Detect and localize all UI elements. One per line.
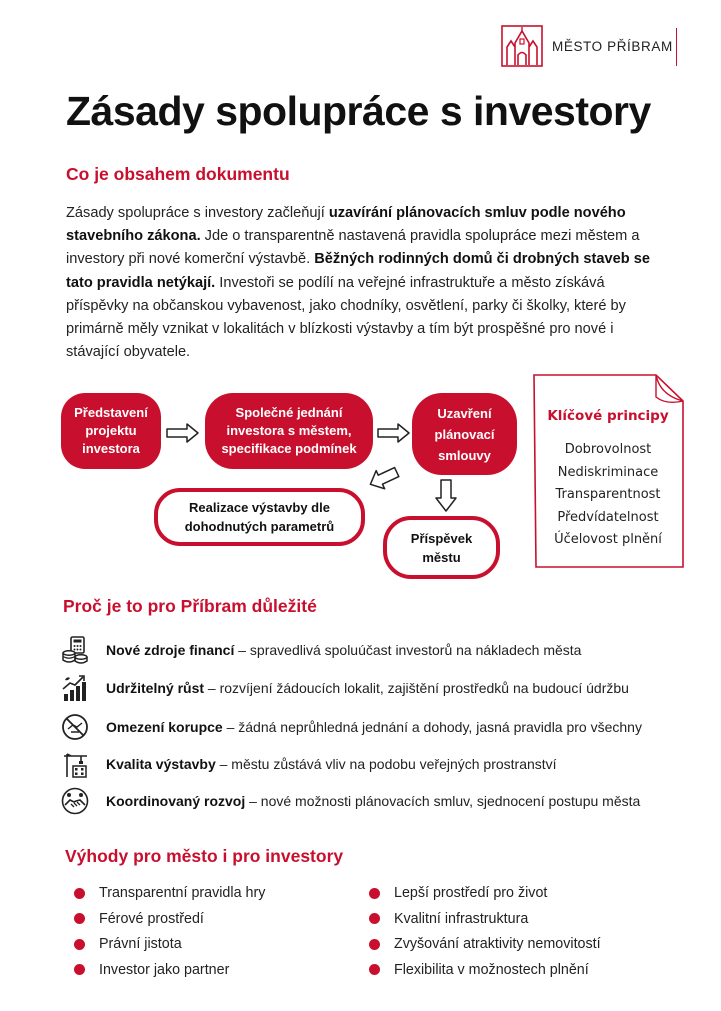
list-item [369,933,601,955]
intro-bold-2: Běžných rodinných domů či drobných staveb se tato pravidla netýkají. [66,251,650,291]
city-logo [501,24,677,68]
benefit-text: Investor jako partner [99,961,230,978]
reason-title: Nové zdroje financí [106,642,235,658]
intro-text-3: Investoři se podílí na veřejné infrastruktuře a město získává příspěvky na občanskou vybavenost, jako chodníky, osvětlení, parky či školky, které by primárně měly vznikat v lokalitách v blízkosti výstavby a tím být prospěšné pro nové i stávající obyvatele. [66,274,626,361]
intro-bold-1: uzavírání plánovacích smluv podle nového stavebního zákona. [66,205,626,245]
construction-crane-icon [60,749,90,779]
bullet-icon [74,964,85,975]
list-item [74,933,265,955]
bullet-icon [369,913,380,924]
section-heading-benefits: Výhody pro město i pro investory [65,846,344,866]
flow-step-presentation [61,393,161,469]
principle-item: Nediskriminace [557,464,659,480]
page-title: Zásady spolupráce s investory [66,88,651,134]
bullet-icon [369,939,380,950]
arrow-right-icon [165,422,201,444]
coins-calculator-icon [60,635,90,665]
reason-description: – žádná neprůhledná jednání a dohody, jasná pravidla pro všechny [222,719,642,735]
reason-title: Udržitelný růst [106,680,205,696]
principle-item: Transparentnost [555,487,661,502]
reason-description: – rozvíjení žádoucích lokalit, zajištění prostředků na budoucí údržbu [204,680,629,696]
list-item [74,908,265,930]
section-heading-importance: Proč je to pro Příbram důležité [63,596,317,616]
flow-step-contract [412,393,517,475]
reason-description: – nové možnosti plánovacích smluv, sjednocení postupu města [245,793,641,809]
bullet-icon [74,888,85,899]
principles-card [538,408,678,555]
arrow-down-left-icon [366,462,402,494]
flow-step-contribution-label: Příspěvek městu [410,530,473,565]
arrow-right-icon [376,422,412,444]
reason-item-quality [60,749,557,779]
logo-divider [676,28,677,66]
benefit-text: Férové prostředí [99,910,204,927]
benefit-text: Lepší prostředí pro život [394,885,548,901]
arrow-down-icon [434,478,458,514]
principle-item: Předvídatelnost [557,509,659,525]
handshake-icon [60,786,90,816]
reason-text [106,719,642,735]
flow-step-realization-label: Realizace výstavby dle dohodnutých parametrů [184,500,335,534]
intro-text-1: Zásady spolupráce s investory začleňují [66,205,329,221]
benefit-text: Flexibilita v možnostech plnění [394,961,589,978]
bullet-icon [369,888,380,899]
section-heading-contents: Co je obsahem dokumentu [66,164,290,184]
reason-title: Omezení korupce [106,719,223,735]
reason-text [106,793,640,809]
bullet-icon [74,913,85,924]
reason-title: Kvalita výstavby [106,756,216,772]
reason-item-coordination [60,786,640,816]
reason-description: – městu zůstává vliv na podobu veřejných prostranství [215,756,557,772]
bullet-icon [74,939,85,950]
principles-title: Klíčové principy [547,408,669,424]
benefit-text: Zvyšování atraktivity nemovitostí [394,936,601,952]
flow-step-presentation-label: Představení projektu investora [74,405,148,456]
intro-paragraph [66,202,656,364]
flow-step-realization [154,488,365,546]
list-item [74,959,265,981]
city-crest-icon [501,25,543,67]
reason-text [106,756,557,772]
reason-text [106,680,629,696]
benefit-text: Kvalitní infrastruktura [394,910,529,927]
growth-chart-icon [60,673,90,703]
list-item [369,959,601,981]
list-item [369,908,601,930]
list-item [369,882,601,904]
benefit-text: Transparentní pravidla hry [99,885,266,901]
reason-title: Koordinovaný rozvoj [106,793,246,809]
reason-item-corruption [60,712,642,742]
reason-item-growth [60,673,629,703]
no-corruption-icon [60,712,90,742]
principle-item: Dobrovolnost [564,442,652,457]
benefits-list-left [74,882,265,981]
flow-step-negotiation-label: Společné jednání investora s městem, specifikace podmínek [221,405,357,456]
city-name: MĚSTO PŘÍBRAM [552,38,673,54]
reason-item-finance [60,635,581,665]
flow-step-negotiation [205,393,373,469]
reason-description: – spravedlivá spoluúčast investorů na nákladech města [234,642,582,658]
list-item [74,882,265,904]
intro-text-2: Jde o transparentně nastavená pravidla spolupráce mezi městem a investory při nové komerční výstavbě. [66,228,640,268]
bullet-icon [369,964,380,975]
benefit-text: Právní jistota [99,936,182,952]
principle-item: Účelovost plnění [554,532,662,547]
reason-text [106,642,581,658]
flow-step-contract-label: Uzavření plánovací smlouvy [434,405,495,463]
benefits-list-right [369,882,601,981]
flow-step-contribution [383,516,500,579]
